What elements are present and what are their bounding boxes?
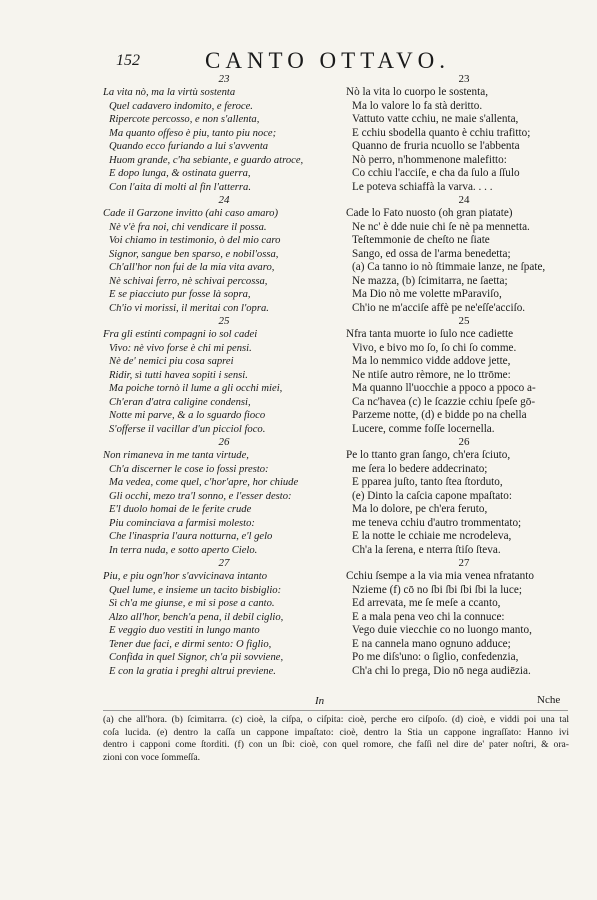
stanza: [103, 73, 335, 194]
verse-line: Ridir, sì tutti havea sopiti i sensi.: [109, 369, 248, 381]
verse-line: La vita nò, ma la virtù sostenta: [103, 87, 236, 98]
verse-line: Con l'aita di molti al fin l'atterra.: [109, 181, 251, 193]
stanza: [103, 194, 335, 315]
verse-line: Che l'inaspria l'aura notturna, e'l gelo: [109, 531, 273, 542]
verse-line: Ed arrevata, me ſe meſe a ccanto,: [352, 597, 501, 609]
verse-line: Ma quanno ll'uocchie a ppoco a ppoco a-: [352, 382, 536, 394]
verse-line: Quel lume, e insieme un tacito bisbiglio:: [109, 584, 282, 596]
verse-line: Voi chiamo in testimonio, ò del mio caro: [109, 235, 281, 246]
stanza-number: 26: [218, 436, 230, 448]
verse-line: Nè v'è fra noi, chi vendicare il possa.: [109, 221, 267, 233]
stanza-number: 23: [458, 73, 470, 85]
verse-line: Ma lo valore lo fa stà deritto.: [352, 99, 483, 112]
verse-line: Lucere, comme foſſe locernella.: [352, 422, 495, 435]
verse-line: Le poteva schiaffà la varva. . . .: [352, 180, 493, 193]
verse-line: E con la gratia i preghi altrui previene.: [109, 665, 276, 677]
stanza: [346, 194, 568, 315]
stanza: [103, 315, 335, 436]
stanza-number: 24: [218, 194, 230, 206]
verse-line: Ne nc' è dde nuie chi ſe nè pa mennetta.: [352, 220, 530, 233]
verse-line: E na cannela mano ognuno adduce;: [352, 637, 511, 650]
verse-line: Nfra tanta muorte io ſulo nce cadiette: [346, 328, 514, 340]
verse-line: E a mala pena veo chi la connuce:: [352, 610, 505, 623]
verse-line: Ch'a discerner le cose io fossi presto:: [109, 463, 269, 475]
verse-line: Nò la vita lo cuorpo le sostenta,: [346, 86, 488, 98]
verse-line: Nzieme (f) cō no ſbi ſbi ſbi ſbi la luce;: [352, 583, 522, 596]
footnote-line: zioni con voce ſommeſſa.: [103, 751, 200, 763]
verse-line: Ma poiche tornò il lume a gli occhi miei,: [109, 383, 283, 394]
verse-line: Nè de' nemici piu cosa saprei: [109, 356, 234, 367]
stanza-number: 26: [458, 436, 470, 448]
verse-line: (e) Dinto la caſcia capone mpaſtato:: [352, 489, 512, 502]
verse-line: Huom grande, c'ha sebiante, e guardo atroce,: [109, 154, 304, 166]
verse-line: Piu cominciava a farmisi molesto:: [109, 517, 255, 529]
catchword-right: Nche: [537, 694, 561, 706]
stanza: [103, 557, 335, 678]
stanza-number: 24: [458, 194, 470, 206]
verse-line: Ch'io ne m'acciſe affè pe ne'eſſe'acciſo.: [352, 301, 526, 314]
verse-line: (a) Ca tanno io nò ſtimmaie lanze, ne ſpate,: [352, 261, 546, 273]
stanza-number: 27: [458, 557, 470, 569]
verse-line: Signor, sangue ben sparso, e nobil'ossa,: [109, 248, 279, 260]
verse-line: Po me diſs'uno: o ſiglio, confedenzia,: [352, 651, 519, 663]
verse-line: Pe lo ttanto gran ſango, ch'era ſciuto,: [346, 449, 511, 461]
footnote-line: coſa lucida. (e) dentro la caſſa un cappone impaſtato: cioè, dentro la Stia un cappone ingraſſato: Hanno ivi: [103, 726, 569, 738]
verse-line: Cchiu ſsempe a la via mia venea nfratanto: [346, 570, 534, 582]
verse-line: Sì ch'a me giunse, e mi si pose a canto.: [109, 598, 275, 609]
verse-line: Vego duie viecchie co no luongo manto,: [352, 624, 532, 636]
verse-line: Ne mazza, (b) ſcimitarra, ne ſaetta;: [352, 274, 508, 287]
stanza-number: 23: [218, 73, 230, 85]
verse-line: E veggio duo vestiti in lungo manto: [109, 625, 260, 636]
footnote-rule: [103, 710, 568, 711]
verse-line: Piu, e piu ogn'hor s'avvicinava intanto: [103, 571, 268, 582]
verse-line: Gli occhi, mezo tra'l sonno, e l'esser desto:: [109, 490, 292, 502]
verse-line: Cade il Garzone invitto (ahi caso amaro): [103, 208, 278, 219]
running-head: CANTO OTTAVO.: [205, 48, 451, 73]
footnote-line: dentro i capponi come ſtorditi. (f) con un ſbi: cioè, con quel romore, che faſſi nel dire de' pater noſtri, & ora-: [103, 739, 569, 751]
verse-line: Sango, ed ossa de l'arma benedetta;: [352, 247, 511, 260]
stanza: [103, 436, 335, 557]
verse-line: Quanno de fruria ncuollo se l'abbenta: [352, 140, 520, 152]
verse-line: Fra gli estinti compagni io sol cadei: [103, 329, 258, 340]
verse-line: Alzo all'hor, bench'a pena, il debil ciglio,: [109, 611, 284, 623]
verse-line: Cade lo Fato nuosto (oh gran piatate): [346, 207, 513, 219]
verse-line: Ch'a chi lo prega, Dio nō nega audiēzia.: [352, 664, 531, 677]
verse-line: E se piacciuto pur fosse là sopra,: [109, 289, 251, 300]
verse-line: Nò perro, n'hommenone malefitto:: [352, 153, 507, 166]
verse-line: me teneva cchiu d'autro trommentato;: [352, 516, 522, 529]
verse-line: Ch'io vi morissi, il meritai con l'opra.: [109, 302, 269, 314]
verse-line: E cchiu sbodella quanto è cchiu trafitto;: [352, 126, 531, 139]
dialect-column: [346, 73, 568, 678]
verse-line: Confida in quel Signor, ch'a pii sovviene,: [109, 652, 284, 663]
page-number: 152: [116, 52, 140, 69]
verse-line: Vivo: nè vivo forse è chi mi pensi.: [109, 342, 252, 354]
verse-line: In terra nuda, e sotto aperto Cielo.: [109, 544, 258, 556]
verse-line: E pparea juſto, tanto ſtea ſtorduto,: [352, 476, 503, 488]
stanza: [346, 436, 568, 557]
verse-line: Notte mi parve, & a lo sguardo fioco: [109, 410, 266, 421]
verse-line: Ca nc'havea (c) le ſcazzie cchiu ſpeſe gō-: [352, 395, 536, 408]
verse-line: Ch'eran d'atra caligine condensi,: [109, 396, 251, 408]
verse-line: Ch'all'hor non fui de la mia vita avaro,: [109, 262, 275, 273]
verse-line: E dopo lunga, & ostinata guerra,: [109, 168, 251, 179]
verse-line: Nè schivai ferro, nè schivai percossa,: [109, 275, 268, 287]
verse-line: E la notte le cchiaie me ncrodeleva,: [352, 530, 512, 542]
verse-line: Parzeme notte, (d) e bidde po na chella: [352, 409, 527, 421]
catchword-left: In: [315, 695, 325, 707]
verse-line: Ma lo dolore, pe ch'era feruto,: [352, 503, 488, 515]
stanza-number: 25: [458, 315, 470, 327]
verse-line: Ma lo nemmico vidde addove jette,: [352, 355, 511, 367]
verse-line: Tener due faci, e dirmi sento: O figlio,: [109, 638, 272, 650]
verse-line: Quando ecco furiando a lui s'avventa: [109, 141, 269, 152]
verse-line: me ſera lo bedere addecrinato;: [352, 462, 488, 475]
verse-line: Vattuto vatte cchiu, ne maie s'allenta,: [352, 113, 519, 125]
verse-line: Ma Dio nò me volette mParaviſo,: [352, 288, 502, 300]
stanza: [346, 73, 568, 194]
italian-column: [103, 73, 335, 678]
verse-line: E'l duolo homai de le ferite crude: [109, 504, 252, 515]
stanza: [346, 557, 568, 678]
stanza: [346, 315, 568, 436]
stanza-number: 27: [218, 557, 230, 569]
verse-line: Vivo, e bivo mo ſo, ſo chi ſo comme.: [352, 341, 517, 354]
verse-line: Ma quanto offeso è piu, tanto piu noce;: [109, 127, 277, 139]
verse-line: Ripercote percosso, e non s'allenta,: [109, 114, 260, 125]
verse-line: Ne ntiſe autro rèmore, ne lo ttrōme:: [352, 368, 511, 381]
footnote-line: (a) che all'hora. (b) ſcimitarra. (c) cioè, la ciſpa, o ciſpita: cioè, perche ero ciſpoſo. (d) cioè, e viddi poi una tal: [103, 714, 569, 725]
verse-line: S'offerse il vacillar d'un picciol foco.: [109, 423, 266, 435]
verse-line: Ma vedea, come quel, c'hor'apre, hor chiude: [109, 477, 299, 488]
verse-line: Quel cadavero indomito, e feroce.: [109, 100, 253, 112]
verse-line: Co cchiu l'acciſe, e cha da ſulo a ſſulo: [352, 167, 520, 179]
stanza-number: 25: [218, 315, 230, 327]
verse-line: Teſtemmonie de cheſto ne ſiate: [352, 234, 490, 246]
verse-line: Non rimaneva in me tanta virtude,: [103, 450, 249, 461]
verse-line: Ch'a la ſerena, e nterra ſtiſo ſteva.: [352, 543, 501, 556]
footnotes: [103, 714, 569, 764]
